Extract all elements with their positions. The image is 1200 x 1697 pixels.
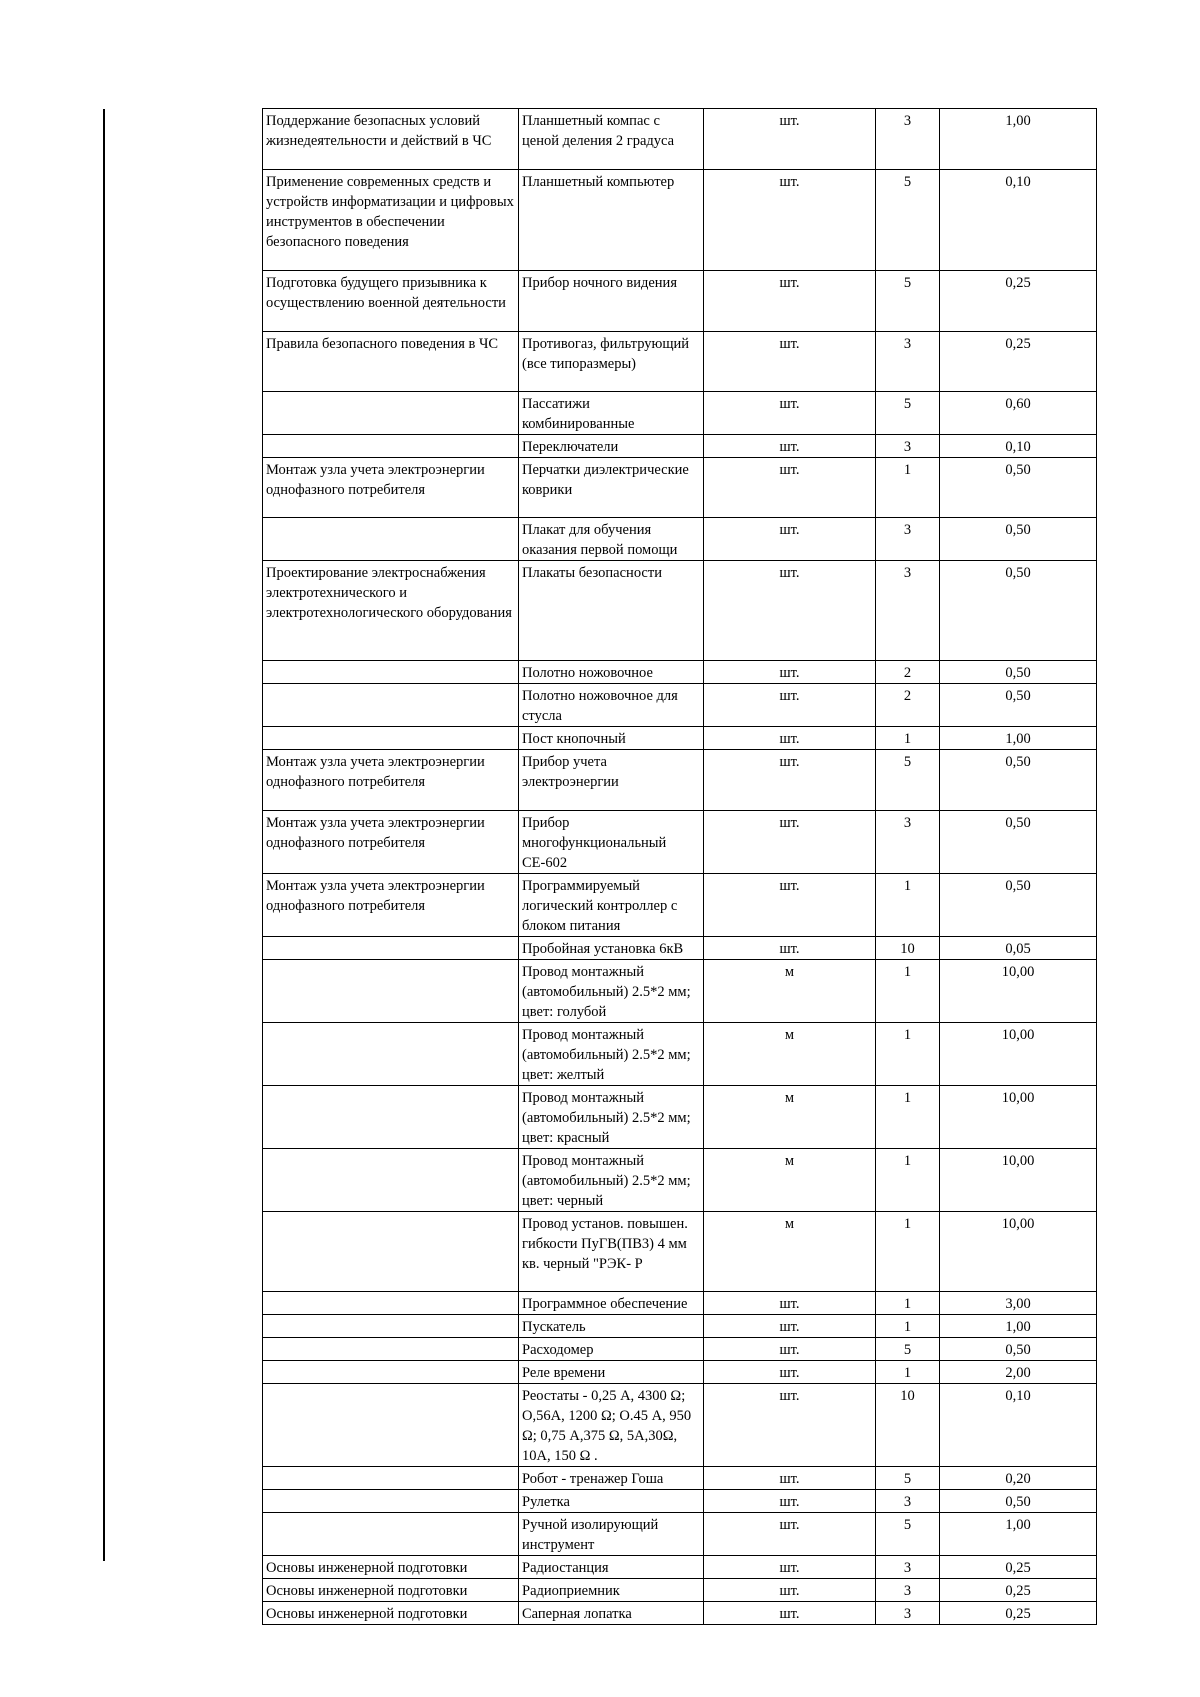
rate-cell: 0,50 (940, 811, 1097, 874)
item-cell: Пускатель (519, 1315, 704, 1338)
rate-cell: 0,50 (940, 561, 1097, 661)
qty-cell: 3 (876, 1490, 940, 1513)
unit-cell: шт. (704, 435, 876, 458)
table-row (263, 170, 1097, 271)
item-cell: Пробойная установка 6кВ (519, 937, 704, 960)
qty-cell: 10 (876, 1384, 940, 1467)
rate-cell: 0,25 (940, 1556, 1097, 1579)
unit-cell: шт. (704, 1315, 876, 1338)
item-cell: Переключатели (519, 435, 704, 458)
table-row (263, 518, 1097, 561)
rate-cell: 0,10 (940, 1384, 1097, 1467)
unit-cell: шт. (704, 811, 876, 874)
rate-cell: 0,50 (940, 458, 1097, 518)
item-cell: Реле времени (519, 1361, 704, 1384)
rate-cell: 0,25 (940, 1579, 1097, 1602)
unit-cell: м (704, 1086, 876, 1149)
unit-cell: шт. (704, 874, 876, 937)
table-row (263, 332, 1097, 392)
unit-cell: шт. (704, 1292, 876, 1315)
topic-cell (263, 684, 519, 727)
table-row (263, 1556, 1097, 1579)
unit-cell: шт. (704, 750, 876, 811)
item-cell: Противогаз, фильтрующий (все типоразмеры) (519, 332, 704, 392)
table-row (263, 1490, 1097, 1513)
table-row (263, 1212, 1097, 1292)
table-row (263, 392, 1097, 435)
table-row (263, 1513, 1097, 1556)
qty-cell: 3 (876, 1602, 940, 1625)
topic-cell (263, 1361, 519, 1384)
item-cell: Прибор учета электроэнергии (519, 750, 704, 811)
unit-cell: шт. (704, 1361, 876, 1384)
table-row (263, 874, 1097, 937)
table-row (263, 1467, 1097, 1490)
rate-cell: 1,00 (940, 1513, 1097, 1556)
unit-cell: шт. (704, 170, 876, 271)
item-cell: Расходомер (519, 1338, 704, 1361)
qty-cell: 1 (876, 1361, 940, 1384)
item-cell: Полотно ножовочное для стусла (519, 684, 704, 727)
topic-cell (263, 1513, 519, 1556)
table-row (263, 937, 1097, 960)
table-row (263, 435, 1097, 458)
topic-cell (263, 1292, 519, 1315)
topic-cell: Монтаж узла учета электроэнергии однофазного потребителя (263, 811, 519, 874)
rate-cell: 10,00 (940, 1212, 1097, 1292)
item-cell: Пассатижи комбинированные (519, 392, 704, 435)
topic-cell: Монтаж узла учета электроэнергии однофазного потребителя (263, 874, 519, 937)
rate-cell: 10,00 (940, 1149, 1097, 1212)
unit-cell: шт. (704, 937, 876, 960)
qty-cell: 5 (876, 750, 940, 811)
qty-cell: 3 (876, 518, 940, 561)
unit-cell: шт. (704, 684, 876, 727)
qty-cell: 1 (876, 1315, 940, 1338)
table-row (263, 727, 1097, 750)
rate-cell: 3,00 (940, 1292, 1097, 1315)
topic-cell (263, 1212, 519, 1292)
unit-cell: шт. (704, 1513, 876, 1556)
unit-cell: шт. (704, 661, 876, 684)
qty-cell: 5 (876, 170, 940, 271)
item-cell: Провод монтажный (автомобильный) 2.5*2 мм; цвет: черный (519, 1149, 704, 1212)
qty-cell: 5 (876, 1338, 940, 1361)
topic-cell (263, 661, 519, 684)
item-cell: Программное обеспечение (519, 1292, 704, 1315)
topic-cell (263, 1023, 519, 1086)
unit-cell: шт. (704, 561, 876, 661)
topic-cell: Монтаж узла учета электроэнергии однофазного потребителя (263, 458, 519, 518)
qty-cell: 2 (876, 661, 940, 684)
item-cell: Провод установ. повышен. гибкости ПуГВ(ПВ3) 4 мм кв. черный "РЭК- Р (519, 1212, 704, 1292)
unit-cell: м (704, 1212, 876, 1292)
page-margin-line (103, 109, 105, 1561)
item-cell: Радиостанция (519, 1556, 704, 1579)
rate-cell: 1,00 (940, 1315, 1097, 1338)
qty-cell: 10 (876, 937, 940, 960)
table-row (263, 1361, 1097, 1384)
unit-cell: шт. (704, 1579, 876, 1602)
item-cell: Ручной изолирующий инструмент (519, 1513, 704, 1556)
qty-cell: 1 (876, 727, 940, 750)
topic-cell (263, 937, 519, 960)
table-row (263, 1023, 1097, 1086)
topic-cell (263, 1384, 519, 1467)
qty-cell: 3 (876, 561, 940, 661)
unit-cell: шт. (704, 392, 876, 435)
qty-cell: 3 (876, 1556, 940, 1579)
rate-cell: 0,25 (940, 271, 1097, 332)
unit-cell: шт. (704, 332, 876, 392)
qty-cell: 1 (876, 458, 940, 518)
table-row (263, 811, 1097, 874)
rate-cell: 10,00 (940, 960, 1097, 1023)
table-row (263, 1384, 1097, 1467)
topic-cell (263, 960, 519, 1023)
rate-cell: 0,05 (940, 937, 1097, 960)
topic-cell (263, 1338, 519, 1361)
qty-cell: 1 (876, 1023, 940, 1086)
table-row (263, 661, 1097, 684)
qty-cell: 3 (876, 109, 940, 170)
rate-cell: 1,00 (940, 727, 1097, 750)
unit-cell: шт. (704, 518, 876, 561)
topic-cell (263, 1086, 519, 1149)
unit-cell: шт. (704, 727, 876, 750)
table-row (263, 1086, 1097, 1149)
topic-cell (263, 1467, 519, 1490)
item-cell: Плакаты безопасности (519, 561, 704, 661)
qty-cell: 1 (876, 1212, 940, 1292)
rate-cell: 0,50 (940, 750, 1097, 811)
item-cell: Провод монтажный (автомобильный) 2.5*2 мм; цвет: красный (519, 1086, 704, 1149)
rate-cell: 0,50 (940, 1490, 1097, 1513)
rate-cell: 0,25 (940, 1602, 1097, 1625)
unit-cell: шт. (704, 1338, 876, 1361)
qty-cell: 5 (876, 1513, 940, 1556)
topic-cell (263, 435, 519, 458)
unit-cell: шт. (704, 458, 876, 518)
qty-cell: 5 (876, 392, 940, 435)
item-cell: Планшетный компьютер (519, 170, 704, 271)
item-cell: Радиоприемник (519, 1579, 704, 1602)
topic-cell (263, 518, 519, 561)
qty-cell: 1 (876, 960, 940, 1023)
topic-cell: Подготовка будущего призывника к осуществлению военной деятельности (263, 271, 519, 332)
unit-cell: шт. (704, 1602, 876, 1625)
item-cell: Реостаты - 0,25 А, 4300 Ω; О,56А, 1200 Ω; О.45 А, 950 Ω; 0,75 А,375 Ω, 5А,30Ω, 10А, 150 Ω . (519, 1384, 704, 1467)
equipment-table (262, 108, 1097, 1625)
item-cell: Прибор ночного видения (519, 271, 704, 332)
table-row (263, 960, 1097, 1023)
rate-cell: 0,20 (940, 1467, 1097, 1490)
rate-cell: 0,50 (940, 1338, 1097, 1361)
table-row (263, 1315, 1097, 1338)
item-cell: Пост кнопочный (519, 727, 704, 750)
rate-cell: 0,50 (940, 518, 1097, 561)
table-row (263, 1149, 1097, 1212)
item-cell: Плакат для обучения оказания первой помощи (519, 518, 704, 561)
unit-cell: шт. (704, 1384, 876, 1467)
qty-cell: 1 (876, 874, 940, 937)
rate-cell: 0,50 (940, 874, 1097, 937)
table-row (263, 561, 1097, 661)
rate-cell: 10,00 (940, 1023, 1097, 1086)
unit-cell: шт. (704, 109, 876, 170)
topic-cell: Проектирование электроснабжения электротехнического и электротехнологического оборудования (263, 561, 519, 661)
item-cell: Рулетка (519, 1490, 704, 1513)
table-row (263, 1292, 1097, 1315)
table-row (263, 750, 1097, 811)
unit-cell: шт. (704, 1490, 876, 1513)
item-cell: Провод монтажный (автомобильный) 2.5*2 мм; цвет: желтый (519, 1023, 704, 1086)
rate-cell: 0,10 (940, 170, 1097, 271)
topic-cell (263, 727, 519, 750)
topic-cell: Применение современных средств и устройств информатизации и цифровых инструментов в обеспечении безопасного поведения (263, 170, 519, 271)
item-cell: Провод монтажный (автомобильный) 2.5*2 мм; цвет: голубой (519, 960, 704, 1023)
qty-cell: 3 (876, 811, 940, 874)
item-cell: Полотно ножовочное (519, 661, 704, 684)
topic-cell: Основы инженерной подготовки (263, 1602, 519, 1625)
qty-cell: 3 (876, 435, 940, 458)
topic-cell (263, 392, 519, 435)
rate-cell: 0,50 (940, 684, 1097, 727)
unit-cell: м (704, 1023, 876, 1086)
qty-cell: 3 (876, 1579, 940, 1602)
equipment-table-body (263, 109, 1097, 1625)
topic-cell (263, 1149, 519, 1212)
table-row (263, 684, 1097, 727)
unit-cell: м (704, 960, 876, 1023)
item-cell: Программируемый логический контроллер с блоком питания (519, 874, 704, 937)
topic-cell: Основы инженерной подготовки (263, 1579, 519, 1602)
item-cell: Робот - тренажер Гоша (519, 1467, 704, 1490)
topic-cell: Правила безопасного поведения в ЧС (263, 332, 519, 392)
topic-cell: Монтаж узла учета электроэнергии однофазного потребителя (263, 750, 519, 811)
table-row (263, 1579, 1097, 1602)
qty-cell: 3 (876, 332, 940, 392)
rate-cell: 1,00 (940, 109, 1097, 170)
topic-cell (263, 1490, 519, 1513)
unit-cell: шт. (704, 271, 876, 332)
topic-cell: Поддержание безопасных условий жизнедеятельности и действий в ЧС (263, 109, 519, 170)
table-row (263, 1602, 1097, 1625)
item-cell: Саперная лопатка (519, 1602, 704, 1625)
topic-cell: Основы инженерной подготовки (263, 1556, 519, 1579)
rate-cell: 0,50 (940, 661, 1097, 684)
rate-cell: 2,00 (940, 1361, 1097, 1384)
table-row (263, 271, 1097, 332)
table-row (263, 1338, 1097, 1361)
rate-cell: 0,60 (940, 392, 1097, 435)
qty-cell: 1 (876, 1086, 940, 1149)
qty-cell: 1 (876, 1292, 940, 1315)
unit-cell: м (704, 1149, 876, 1212)
table-row (263, 109, 1097, 170)
unit-cell: шт. (704, 1556, 876, 1579)
item-cell: Планшетный компас с ценой деления 2 градуса (519, 109, 704, 170)
table-row (263, 458, 1097, 518)
qty-cell: 1 (876, 1149, 940, 1212)
rate-cell: 0,10 (940, 435, 1097, 458)
item-cell: Перчатки диэлектрические коврики (519, 458, 704, 518)
qty-cell: 2 (876, 684, 940, 727)
topic-cell (263, 1315, 519, 1338)
item-cell: Прибор многофункциональный СЕ-602 (519, 811, 704, 874)
unit-cell: шт. (704, 1467, 876, 1490)
rate-cell: 0,25 (940, 332, 1097, 392)
qty-cell: 5 (876, 1467, 940, 1490)
rate-cell: 10,00 (940, 1086, 1097, 1149)
qty-cell: 5 (876, 271, 940, 332)
